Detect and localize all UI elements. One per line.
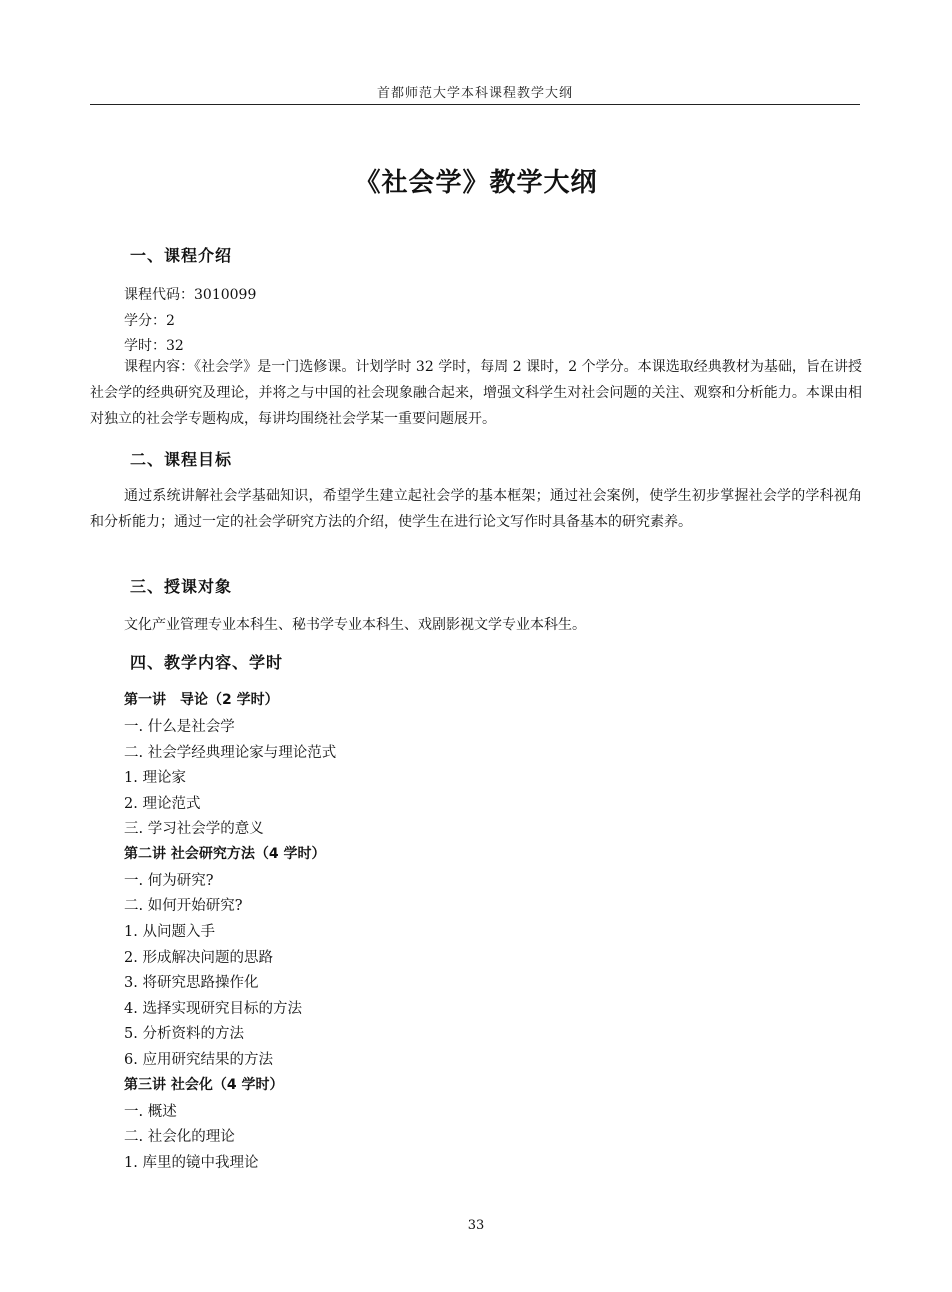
section-heading-audience: 三、授课对象 (130, 577, 233, 596)
list-item: 3. 将研究思路操作化 (124, 975, 259, 991)
header-rule (90, 104, 860, 105)
list-item: 二. 如何开始研究? (124, 898, 243, 914)
list-item: 三. 学习社会学的意义 (124, 821, 264, 837)
list-item: 2. 形成解决问题的思路 (124, 950, 273, 966)
list-item: 6. 应用研究结果的方法 (124, 1052, 273, 1068)
section-heading-objectives: 二、课程目标 (130, 450, 233, 469)
list-item: 一. 概述 (124, 1104, 177, 1120)
lecture-2-title: 第二讲 社会研究方法（4 学时） (124, 846, 326, 862)
list-item: 一. 什么是社会学 (124, 719, 235, 735)
course-credits: 学分：2 (124, 313, 175, 329)
course-hours: 学时：32 (124, 338, 184, 354)
section-heading-content: 四、教学内容、学时 (130, 653, 284, 672)
objectives-paragraph: 通过系统讲解社会学基础知识，希望学生建立起社会学的基本框架；通过社会案例，使学生初步掌握社会学的学科视角和分析能力；通过一定的社会学研究方法的介绍，使学生在进行论文写作时具备基本的研究素养。 (90, 488, 862, 530)
running-header: 首都师范大学本科课程教学大纲 (376, 86, 573, 101)
list-item: 1. 库里的镜中我理论 (124, 1155, 259, 1171)
audience-paragraph: 文化产业管理专业本科生、秘书学专业本科生、戏剧影视文学专业本科生。 (124, 617, 586, 633)
page-number: 33 (467, 1218, 485, 1233)
list-item: 1. 理论家 (124, 770, 186, 786)
list-item: 2. 理论范式 (124, 796, 201, 812)
list-item: 二. 社会化的理论 (124, 1129, 235, 1145)
document-title: 《社会学》教学大纲 (354, 168, 598, 198)
list-item: 4. 选择实现研究目标的方法 (124, 1001, 302, 1017)
section-heading-intro: 一、课程介绍 (130, 246, 233, 265)
list-item: 二. 社会学经典理论家与理论范式 (124, 745, 337, 761)
course-code: 课程代码：3010099 (124, 287, 257, 303)
list-item: 1. 从问题入手 (124, 924, 215, 940)
course-content-paragraph: 课程内容：《社会学》是一门选修课。计划学时 32 学时，每周 2 课时，2 个学分。本课选取经典教材为基础，旨在讲授社会学的经典研究及理论，并将之与中国的社会现象融合起来，增强文科学生对社会问题的关注、观察和分析能力。本课由相对独立的社会学专题构成，每讲均围绕社会学某一重要问题展开。 (90, 359, 862, 427)
lecture-1-title: 第一讲 导论（2 学时） (124, 692, 279, 708)
list-item: 5. 分析资料的方法 (124, 1026, 244, 1042)
list-item: 一. 何为研究? (124, 873, 214, 889)
lecture-3-title: 第三讲 社会化（4 学时） (124, 1077, 284, 1093)
